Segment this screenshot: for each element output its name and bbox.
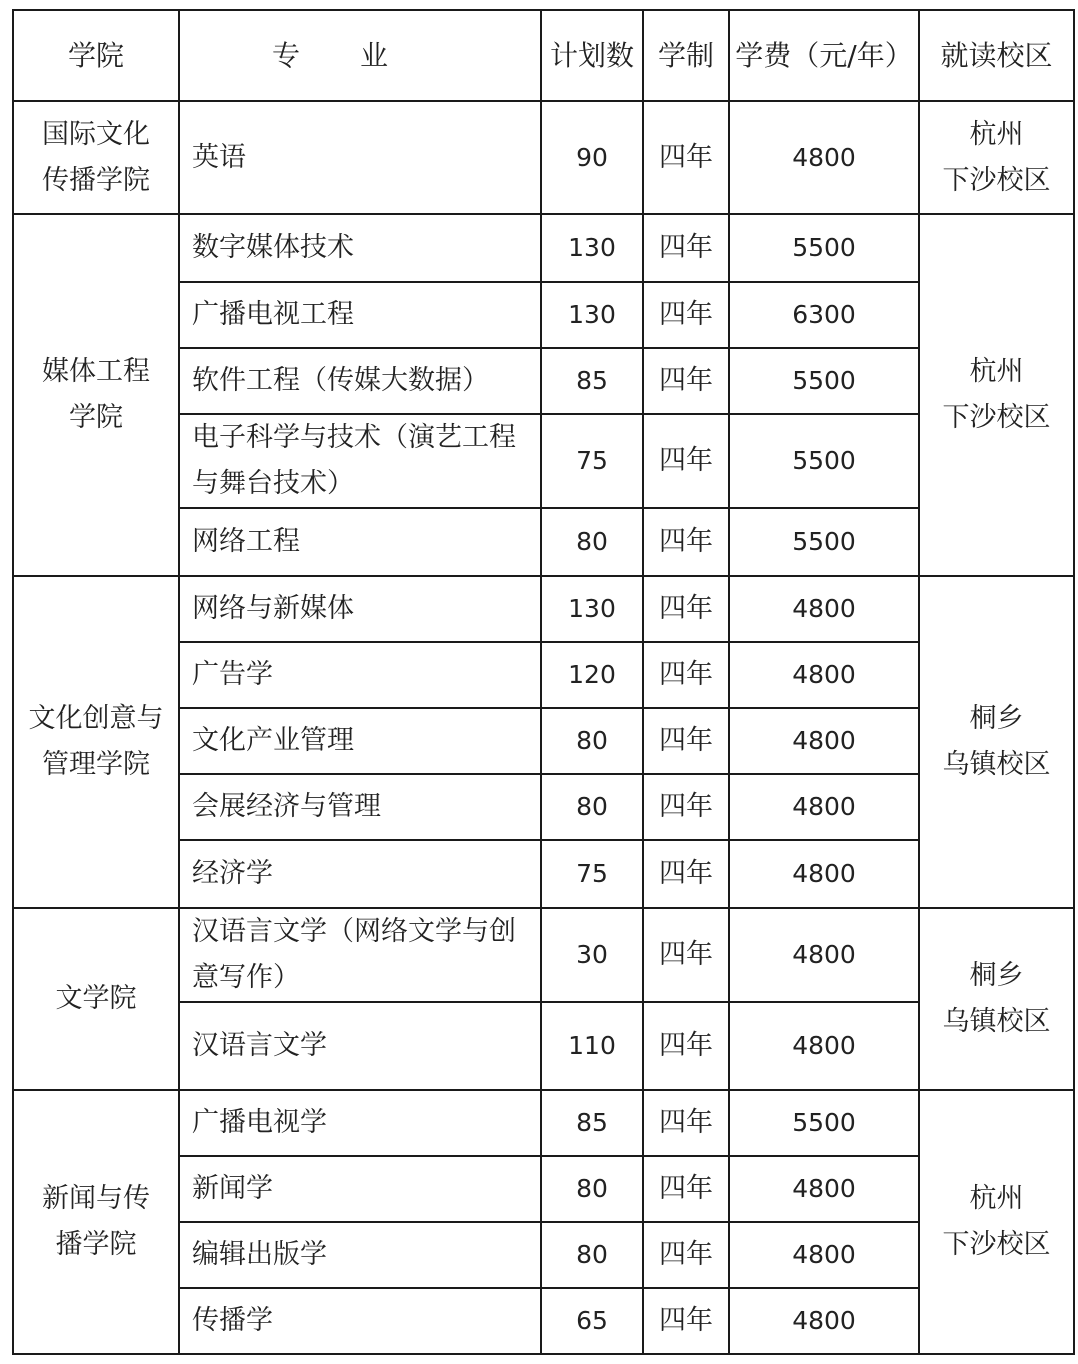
plan-count-cell: 75 xyxy=(541,414,643,508)
plan-count-cell: 90 xyxy=(541,101,643,214)
duration-cell: 四年 xyxy=(643,576,729,642)
duration-cell: 四年 xyxy=(643,1090,729,1156)
tuition-cell: 4800 xyxy=(729,1288,919,1354)
major-cell: 广告学 xyxy=(179,642,541,708)
table-row xyxy=(13,101,1074,214)
tuition-cell: 5500 xyxy=(729,214,919,282)
campus-name-line: 下沙校区 xyxy=(942,1229,1051,1260)
plan-count-cell: 80 xyxy=(541,1222,643,1288)
tuition-cell: 4800 xyxy=(729,708,919,774)
plan-count-cell: 80 xyxy=(541,708,643,774)
header-plan: 计划数 xyxy=(541,10,643,101)
table-row xyxy=(13,576,1074,642)
major-cell: 广播电视工程 xyxy=(179,282,541,348)
campus-cell xyxy=(919,1090,1074,1354)
plan-count-cell: 80 xyxy=(541,508,643,576)
tuition-cell: 4800 xyxy=(729,642,919,708)
table-row xyxy=(13,214,1074,282)
tuition-cell: 5500 xyxy=(729,1090,919,1156)
duration-cell: 四年 xyxy=(643,214,729,282)
header-tuition: 学费（元/年） xyxy=(729,10,919,101)
college-cell xyxy=(13,908,179,1090)
college-name-line: 播学院 xyxy=(55,1229,137,1260)
college-cell xyxy=(13,1090,179,1354)
major-cell: 会展经济与管理 xyxy=(179,774,541,840)
major-cell: 汉语言文学 xyxy=(179,1002,541,1090)
major-cell: 新闻学 xyxy=(179,1156,541,1222)
campus-name-line: 下沙校区 xyxy=(942,164,1051,196)
college-name-line: 媒体工程 xyxy=(42,356,150,387)
major-cell: 电子科学与技术（演艺工程与舞台技术） xyxy=(179,414,541,508)
major-cell: 文化产业管理 xyxy=(179,708,541,774)
plan-count-cell: 65 xyxy=(541,1288,643,1354)
college-name-line: 管理学院 xyxy=(42,749,150,780)
major-cell: 软件工程（传媒大数据） xyxy=(179,348,541,414)
tuition-cell: 4800 xyxy=(729,908,919,1002)
duration-cell: 四年 xyxy=(643,840,729,908)
college-name-line: 传播学院 xyxy=(42,164,150,196)
header-campus: 就读校区 xyxy=(919,10,1074,101)
tuition-cell: 4800 xyxy=(729,840,919,908)
major-cell: 汉语言文学（网络文学与创意写作） xyxy=(179,908,541,1002)
college-name-line: 文化创意与 xyxy=(28,703,164,734)
campus-name-line: 下沙校区 xyxy=(942,402,1051,433)
campus-cell xyxy=(919,908,1074,1090)
table-row xyxy=(13,908,1074,1002)
duration-cell: 四年 xyxy=(643,348,729,414)
tuition-cell: 4800 xyxy=(729,101,919,214)
tuition-cell: 4800 xyxy=(729,576,919,642)
major-cell: 网络与新媒体 xyxy=(179,576,541,642)
tuition-cell: 4800 xyxy=(729,1222,919,1288)
duration-cell: 四年 xyxy=(643,1156,729,1222)
plan-count-cell: 130 xyxy=(541,576,643,642)
tuition-cell: 4800 xyxy=(729,1002,919,1090)
tuition-cell: 5500 xyxy=(729,348,919,414)
enrollment-plan-table xyxy=(12,9,1075,1355)
campus-name-line: 乌镇校区 xyxy=(942,749,1051,780)
college-cell xyxy=(13,214,179,576)
college-name-line: 文学院 xyxy=(55,983,137,1014)
campus-cell xyxy=(919,576,1074,908)
duration-cell: 四年 xyxy=(643,1222,729,1288)
college-cell xyxy=(13,576,179,908)
major-cell: 编辑出版学 xyxy=(179,1222,541,1288)
major-cell: 网络工程 xyxy=(179,508,541,576)
duration-cell: 四年 xyxy=(643,642,729,708)
table-row xyxy=(13,1090,1074,1156)
campus-name-line: 乌镇校区 xyxy=(942,1006,1051,1037)
major-cell: 数字媒体技术 xyxy=(179,214,541,282)
plan-count-cell: 30 xyxy=(541,908,643,1002)
college-name-line: 国际文化 xyxy=(42,118,150,150)
campus-name-line: 杭州 xyxy=(969,356,1024,387)
college-name-line: 学院 xyxy=(69,402,123,433)
duration-cell: 四年 xyxy=(643,282,729,348)
plan-count-cell: 75 xyxy=(541,840,643,908)
campus-name-line: 杭州 xyxy=(969,118,1024,150)
tuition-cell: 4800 xyxy=(729,774,919,840)
plan-count-cell: 80 xyxy=(541,774,643,840)
header-row xyxy=(13,10,1074,101)
campus-name-line: 杭州 xyxy=(969,1183,1024,1214)
header-duration: 学制 xyxy=(643,10,729,101)
plan-count-cell: 120 xyxy=(541,642,643,708)
plan-count-cell: 130 xyxy=(541,214,643,282)
major-cell: 广播电视学 xyxy=(179,1090,541,1156)
tuition-cell: 6300 xyxy=(729,282,919,348)
college-cell xyxy=(13,101,179,214)
major-cell: 经济学 xyxy=(179,840,541,908)
plan-count-cell: 85 xyxy=(541,1090,643,1156)
plan-count-cell: 110 xyxy=(541,1002,643,1090)
header-major: 专业 xyxy=(179,10,541,101)
duration-cell: 四年 xyxy=(643,101,729,214)
college-name-line: 新闻与传 xyxy=(42,1183,150,1214)
duration-cell: 四年 xyxy=(643,774,729,840)
tuition-cell: 5500 xyxy=(729,508,919,576)
duration-cell: 四年 xyxy=(643,708,729,774)
tuition-cell: 4800 xyxy=(729,1156,919,1222)
campus-cell xyxy=(919,101,1074,214)
duration-cell: 四年 xyxy=(643,1288,729,1354)
duration-cell: 四年 xyxy=(643,1002,729,1090)
major-cell: 传播学 xyxy=(179,1288,541,1354)
campus-name-line: 桐乡 xyxy=(969,703,1024,734)
major-cell: 英语 xyxy=(179,101,541,214)
plan-count-cell: 85 xyxy=(541,348,643,414)
duration-cell: 四年 xyxy=(643,508,729,576)
campus-cell xyxy=(919,214,1074,576)
duration-cell: 四年 xyxy=(643,908,729,1002)
tuition-cell: 5500 xyxy=(729,414,919,508)
campus-name-line: 桐乡 xyxy=(969,960,1024,991)
plan-count-cell: 80 xyxy=(541,1156,643,1222)
plan-count-cell: 130 xyxy=(541,282,643,348)
duration-cell: 四年 xyxy=(643,414,729,508)
header-college: 学院 xyxy=(13,10,179,101)
